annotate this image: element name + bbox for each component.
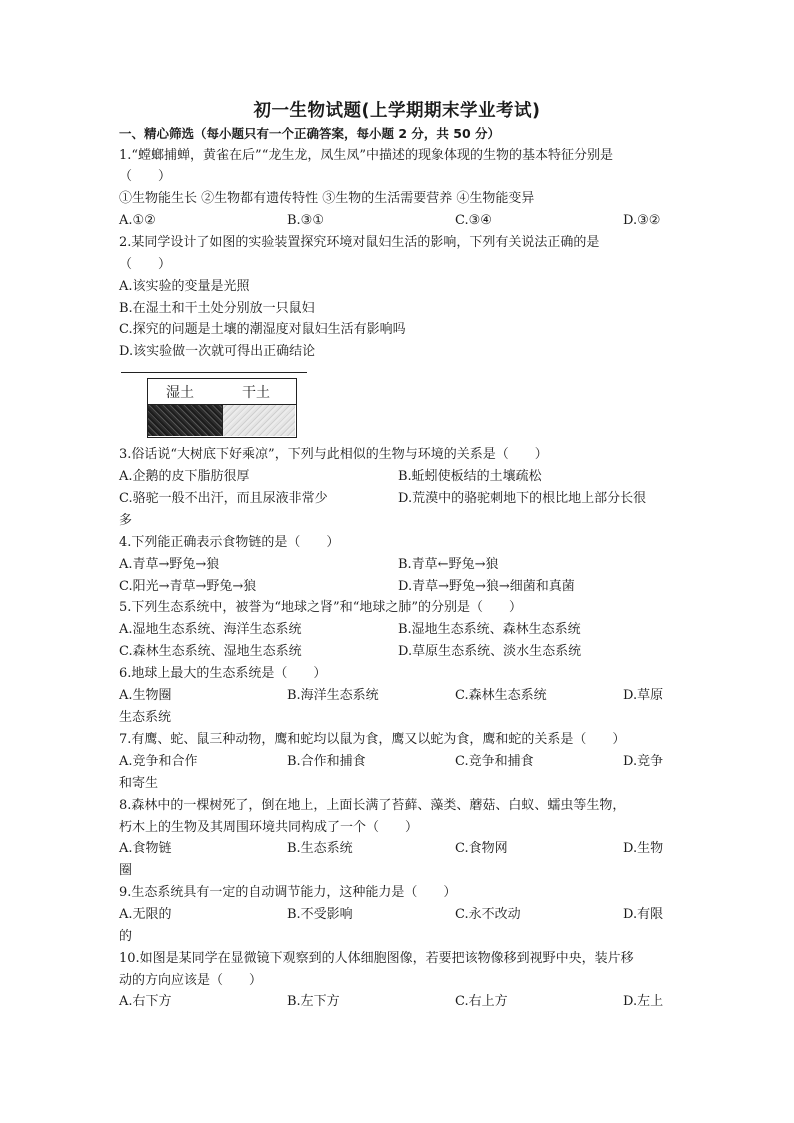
question-6-option-c: C.森林生态系统 <box>455 688 547 703</box>
question-6-option-b: B.海洋生态系统 <box>287 688 379 703</box>
question-2-stem: 2.某同学设计了如图的实验装置探究环境对鼠妇生活的影响，下列有关说法正确的是 <box>119 235 600 250</box>
question-5-option-b: B.湿地生态系统、森林生态系统 <box>398 622 581 637</box>
soil-box-header <box>148 379 296 405</box>
question-8-option-d-continued: 圈 <box>119 863 133 878</box>
question-10-option-c: C.右上方 <box>455 994 508 1009</box>
dry-soil-area <box>222 405 295 436</box>
soil-box <box>147 378 297 438</box>
question-7-option-d-continued: 和寄生 <box>119 776 159 791</box>
page-title: 初一生物试题(上学期期末学业考试) <box>253 101 541 121</box>
question-9-stem: 9.生态系统具有一定的自动调节能力，这种能力是（ ） <box>119 885 457 900</box>
question-2-option-b: B.在湿土和干土处分别放一只鼠妇 <box>119 301 315 316</box>
question-8-option-a: A.食物链 <box>119 841 172 856</box>
dry-soil-label: 干土 <box>242 385 270 401</box>
question-9-option-a: A.无限的 <box>119 907 172 922</box>
question-6-option-d: D.草原 <box>623 688 664 703</box>
question-2-option-c: C.探究的问题是土壤的潮湿度对鼠妇生活有影响吗 <box>119 322 406 337</box>
question-4-stem: 4.下列能正确表示食物链的是（ ） <box>119 535 340 550</box>
question-3-option-d: D.荒漠中的骆驼刺地下的根比地上部分长很 <box>398 491 647 506</box>
question-10-option-d: D.左上 <box>623 994 664 1009</box>
soil-experiment-figure <box>121 372 307 442</box>
question-8-option-d: D.生物 <box>623 841 664 856</box>
question-1-option-d: D.③② <box>623 213 661 228</box>
question-2-blank: （ ） <box>119 257 172 272</box>
question-8-option-b: B.生态系统 <box>287 841 353 856</box>
question-7-option-a: A.竞争和合作 <box>119 754 198 769</box>
question-2-option-d: D.该实验做一次就可得出正确结论 <box>119 344 316 359</box>
question-2-option-a: A.该实验的变量是光照 <box>119 279 250 294</box>
wet-soil-label: 湿土 <box>166 385 194 401</box>
question-1-blank: （ ） <box>119 169 172 184</box>
question-1-statements: ①生物能生长 ②生物都有遗传特性 ③生物的生活需要营养 ④生物能变异 <box>119 191 535 206</box>
question-5-option-a: A.湿地生态系统、海洋生态系统 <box>119 622 302 637</box>
question-9-option-d: D.有限 <box>623 907 664 922</box>
question-10-stem-continued: 动的方向应该是（ ） <box>119 973 263 988</box>
question-5-option-d: D.草原生态系统、淡水生态系统 <box>398 644 582 659</box>
question-10-option-b: B.左下方 <box>287 994 340 1009</box>
question-10-option-a: A.右下方 <box>119 994 172 1009</box>
wet-soil-area <box>148 405 222 436</box>
question-1-option-b: B.③① <box>287 213 324 228</box>
question-5-option-c: C.森林生态系统、湿地生态系统 <box>119 644 302 659</box>
figure-top-rule <box>121 372 307 373</box>
question-4-option-a: A.青草→野兔→狼 <box>119 557 220 572</box>
question-4-option-c: C.阳光→青草→野兔→狼 <box>119 579 257 594</box>
question-3-option-b: B.蚯蚓使板结的土壤疏松 <box>398 469 542 484</box>
question-7-option-d: D.竞争 <box>623 754 664 769</box>
question-1-option-a: A.①② <box>119 213 156 228</box>
question-9-option-c: C.永不改动 <box>455 907 521 922</box>
question-3-option-d-continued: 多 <box>119 513 133 528</box>
question-4-option-d: D.青草→野兔→狼→细菌和真菌 <box>398 579 575 594</box>
question-9-option-d-continued: 的 <box>119 929 133 944</box>
question-10-stem: 10.如图是某同学在显微镜下观察到的人体细胞图像，若要把该物像移到视野中央，装片移 <box>119 951 634 966</box>
question-7-option-c: C.竞争和捕食 <box>455 754 534 769</box>
question-1-option-c: C.③④ <box>455 213 492 228</box>
section-heading: 一、精心筛选（每小题只有一个正确答案，每小题 2 分，共 50 分） <box>119 126 501 141</box>
question-1-stem: 1.“螳螂捕蝉，黄雀在后”“龙生龙，凤生凤”中描述的现象体现的生物的基本特征分别是 <box>119 148 613 163</box>
question-6-stem: 6.地球上最大的生态系统是（ ） <box>119 666 327 681</box>
question-8-stem-continued: 朽木上的生物及其周围环境共同构成了一个（ ） <box>119 820 419 835</box>
question-3-option-c: C.骆驼一般不出汗，而且尿液非常少 <box>119 491 328 506</box>
question-8-option-c: C.食物网 <box>455 841 508 856</box>
question-5-stem: 5.下列生态系统中，被誉为“地球之肾”和“地球之肺”的分别是（ ） <box>119 600 522 615</box>
question-7-option-b: B.合作和捕食 <box>287 754 366 769</box>
question-6-option-d-continued: 生态系统 <box>119 710 172 725</box>
question-3-option-a: A.企鹅的皮下脂肪很厚 <box>119 469 250 484</box>
question-8-stem: 8.森林中的一棵树死了，倒在地上，上面长满了苔藓、藻类、蘑菇、白蚁、蠕虫等生物， <box>119 798 626 813</box>
question-7-stem: 7.有鹰、蛇、鼠三种动物，鹰和蛇均以鼠为食，鹰又以蛇为食，鹰和蛇的关系是（ ） <box>119 732 626 747</box>
question-9-option-b: B.不受影响 <box>287 907 353 922</box>
question-6-option-a: A.生物圈 <box>119 688 172 703</box>
question-4-option-b: B.青草←野兔→狼 <box>398 557 499 572</box>
question-3-stem: 3.俗话说“大树底下好乘凉”，下列与此相似的生物与环境的关系是（ ） <box>119 447 548 462</box>
